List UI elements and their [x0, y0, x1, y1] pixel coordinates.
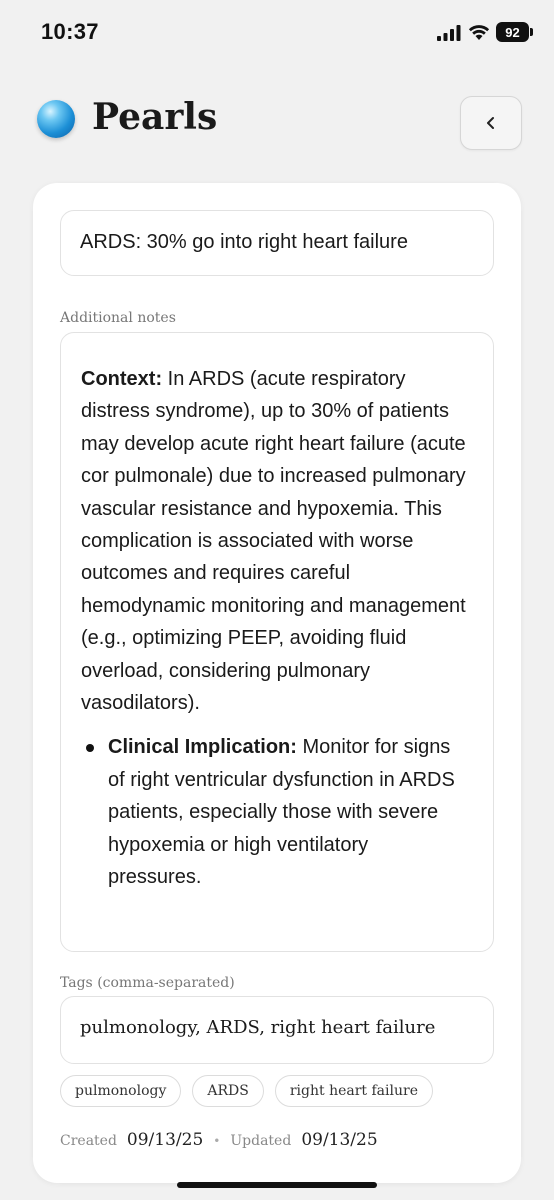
status-bar — [0, 0, 554, 64]
bullet-text: Monitor for signs of right ventricular dysfunction in ARDS patients, especially those with severe hypoxemia or high ventilatory pressures. — [108, 736, 455, 889]
battery-indicator: 92 — [496, 22, 529, 42]
page-title: Pearls — [92, 96, 218, 138]
blue-orb-icon — [37, 100, 75, 138]
tag-chips — [60, 1075, 433, 1107]
wifi-icon — [468, 22, 490, 41]
tags-input[interactable]: pulmonology, ARDS, right heart failure — [60, 996, 494, 1064]
tag-chip[interactable]: ARDS — [192, 1075, 263, 1107]
context-paragraph — [81, 363, 467, 719]
home-indicator[interactable] — [177, 1182, 377, 1188]
context-heading: Context: — [81, 368, 163, 390]
pearl-card — [33, 183, 521, 1183]
tag-chip[interactable]: pulmonology — [60, 1075, 181, 1107]
notes-label: Additional notes — [60, 310, 176, 326]
tag-chip[interactable]: right heart failure — [275, 1075, 433, 1107]
created-date: 09/13/25 — [126, 1130, 204, 1150]
cellular-signal-icon — [437, 25, 461, 41]
bullet-dot-icon — [86, 744, 94, 752]
context-text: In ARDS (acute respiratory distress syndrome), up to 30% of patients may develop acute right heart failure (acute cor pulmonale) due to increased pulmonary vascular resistance and hypoxemia. This complication is associated with worse outcomes and requires careful hemodynamic monitoring and management (e.g., optimizing PEEP, avoiding fluid overload, considering pulmonary vasodilators). — [81, 368, 466, 715]
updated-label: Updated — [230, 1133, 292, 1149]
notes-field[interactable] — [60, 332, 494, 952]
created-label: Created — [60, 1133, 117, 1149]
updated-date: 09/13/25 — [301, 1130, 378, 1150]
status-time: 10:37 — [41, 19, 99, 44]
chevron-left-icon — [484, 116, 498, 130]
bullet-heading: Clinical Implication: — [108, 736, 297, 759]
timestamps — [60, 1130, 378, 1150]
meta-separator: • — [213, 1134, 221, 1148]
pearl-title-field[interactable]: ARDS: 30% go into right heart failure — [60, 210, 494, 276]
back-button[interactable] — [460, 96, 522, 150]
battery-tip — [530, 28, 533, 36]
tags-label: Tags (comma-separated) — [60, 975, 235, 991]
bullet-item — [81, 731, 467, 893]
